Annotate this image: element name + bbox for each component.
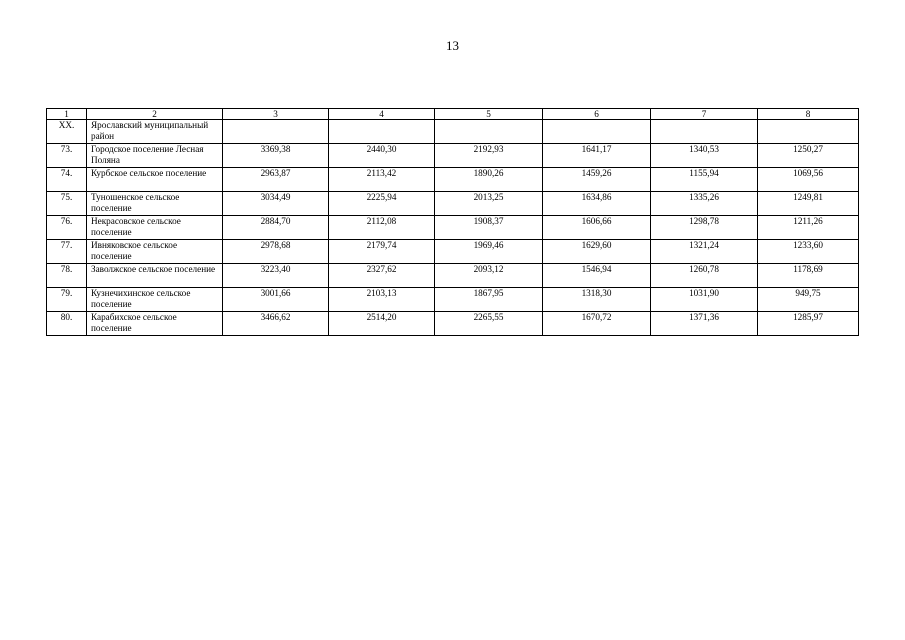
column-header: 1 xyxy=(47,109,87,120)
value-cell: 2978,68 xyxy=(223,240,329,264)
value-cell: 3223,40 xyxy=(223,264,329,288)
value-cell: 1629,60 xyxy=(543,240,651,264)
row-number: XX. xyxy=(47,120,87,144)
value-cell: 1634,86 xyxy=(543,192,651,216)
empty-cell xyxy=(329,120,435,144)
table-row xyxy=(47,168,859,192)
value-cell: 2013,25 xyxy=(435,192,543,216)
value-cell: 1890,26 xyxy=(435,168,543,192)
table-row xyxy=(47,216,859,240)
value-cell: 3466,62 xyxy=(223,312,329,336)
empty-cell xyxy=(543,120,651,144)
row-number: 75. xyxy=(47,192,87,216)
value-cell: 1233,60 xyxy=(758,240,859,264)
value-cell: 2963,87 xyxy=(223,168,329,192)
value-cell: 2225,94 xyxy=(329,192,435,216)
value-cell: 1340,53 xyxy=(651,144,758,168)
value-cell: 2327,62 xyxy=(329,264,435,288)
settlement-name: Кузнечихинское сельское поселение xyxy=(87,288,223,312)
table-row xyxy=(47,288,859,312)
value-cell: 1211,26 xyxy=(758,216,859,240)
value-cell: 1249,81 xyxy=(758,192,859,216)
value-cell: 1606,66 xyxy=(543,216,651,240)
value-cell: 1867,95 xyxy=(435,288,543,312)
value-cell: 1031,90 xyxy=(651,288,758,312)
empty-cell xyxy=(651,120,758,144)
table-row xyxy=(47,312,859,336)
value-cell: 3034,49 xyxy=(223,192,329,216)
value-cell: 1250,27 xyxy=(758,144,859,168)
table-row xyxy=(47,264,859,288)
value-cell: 1069,56 xyxy=(758,168,859,192)
value-cell: 1285,97 xyxy=(758,312,859,336)
row-number: 74. xyxy=(47,168,87,192)
settlement-name: Ивняковское сельское поселение xyxy=(87,240,223,264)
value-cell: 2093,12 xyxy=(435,264,543,288)
table-row xyxy=(47,240,859,264)
column-header: 4 xyxy=(329,109,435,120)
value-cell: 1546,94 xyxy=(543,264,651,288)
page-number: 13 xyxy=(446,38,459,53)
value-cell: 3001,66 xyxy=(223,288,329,312)
row-number: 80. xyxy=(47,312,87,336)
empty-cell xyxy=(223,120,329,144)
column-header: 5 xyxy=(435,109,543,120)
value-cell: 2440,30 xyxy=(329,144,435,168)
value-cell: 2192,93 xyxy=(435,144,543,168)
settlement-name: Городское поселение Лесная Поляна xyxy=(87,144,223,168)
value-cell: 3369,38 xyxy=(223,144,329,168)
row-number: 76. xyxy=(47,216,87,240)
row-number: 79. xyxy=(47,288,87,312)
row-number: 73. xyxy=(47,144,87,168)
value-cell: 2103,13 xyxy=(329,288,435,312)
value-cell: 2265,55 xyxy=(435,312,543,336)
header-row xyxy=(47,109,859,120)
value-cell: 1335,26 xyxy=(651,192,758,216)
column-header: 7 xyxy=(651,109,758,120)
settlement-name: Некрасовское сельское поселение xyxy=(87,216,223,240)
empty-cell xyxy=(758,120,859,144)
section-name: Ярославский муниципальный район xyxy=(87,120,223,144)
value-cell: 949,75 xyxy=(758,288,859,312)
value-cell: 1298,78 xyxy=(651,216,758,240)
value-cell: 2884,70 xyxy=(223,216,329,240)
value-cell: 1260,78 xyxy=(651,264,758,288)
column-header: 3 xyxy=(223,109,329,120)
value-cell: 1459,26 xyxy=(543,168,651,192)
table-row xyxy=(47,192,859,216)
value-cell: 1155,94 xyxy=(651,168,758,192)
section-row xyxy=(47,120,859,144)
value-cell: 2179,74 xyxy=(329,240,435,264)
value-cell: 1318,30 xyxy=(543,288,651,312)
settlement-name: Карабихское сельское поселение xyxy=(87,312,223,336)
settlement-name: Заволжское сельское поселение xyxy=(87,264,223,288)
table-row xyxy=(47,144,859,168)
column-header: 8 xyxy=(758,109,859,120)
settlement-name: Курбское сельское поселение xyxy=(87,168,223,192)
value-cell: 1371,36 xyxy=(651,312,758,336)
value-cell: 2112,08 xyxy=(329,216,435,240)
value-cell: 1908,37 xyxy=(435,216,543,240)
column-header: 2 xyxy=(87,109,223,120)
value-cell: 2113,42 xyxy=(329,168,435,192)
row-number: 77. xyxy=(47,240,87,264)
value-cell: 1641,17 xyxy=(543,144,651,168)
data-table xyxy=(46,108,859,336)
settlement-name: Туношенское сельское поселение xyxy=(87,192,223,216)
value-cell: 1670,72 xyxy=(543,312,651,336)
value-cell: 1969,46 xyxy=(435,240,543,264)
value-cell: 1178,69 xyxy=(758,264,859,288)
value-cell: 2514,20 xyxy=(329,312,435,336)
row-number: 78. xyxy=(47,264,87,288)
column-header: 6 xyxy=(543,109,651,120)
value-cell: 1321,24 xyxy=(651,240,758,264)
empty-cell xyxy=(435,120,543,144)
